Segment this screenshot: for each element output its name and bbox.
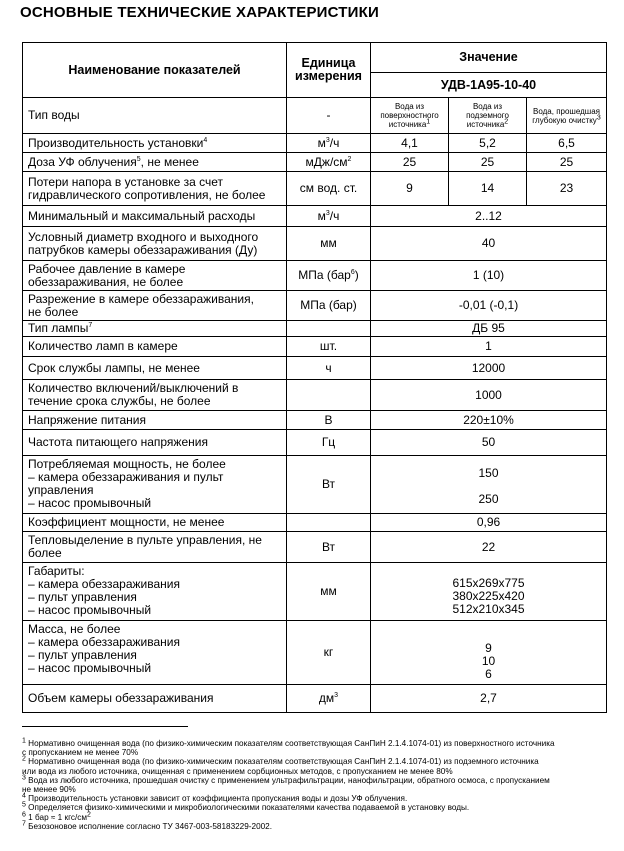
row-name-line2: – камера обеззараживания (28, 635, 180, 649)
row-unit (287, 134, 371, 153)
header-unit-line1: Единица (301, 56, 356, 70)
source-deep-clean (527, 98, 607, 134)
footnote-number: 5 (22, 801, 26, 809)
cell-value: 25 (371, 153, 449, 172)
footnote-text: Безозоновое исполнение согласно ТУ 3467-003-58183229-2002. (25, 821, 272, 831)
cell-value: 9 (371, 172, 449, 206)
table-row (23, 98, 607, 134)
cell-value: 14 (449, 172, 527, 206)
table-row (23, 380, 607, 411)
header-name: Наименование показателей (23, 43, 287, 98)
footnotes (22, 739, 622, 831)
cell-value: 0,96 (371, 514, 607, 532)
row-name-line2: обеззараживания, не более (28, 274, 184, 289)
table-row (23, 532, 607, 563)
row-unit: - (287, 98, 371, 134)
cell-value: 40 (371, 227, 607, 261)
row-unit: мм (287, 227, 371, 261)
row-name (23, 291, 287, 321)
table-row (23, 621, 607, 685)
row-name-text: Тип лампы (28, 321, 89, 335)
source-ground-text: источника (466, 120, 505, 129)
unit-text: мДж/см (305, 154, 348, 169)
row-name-line1: Масса, не более (28, 622, 121, 636)
footnote-number: 1 (22, 737, 26, 745)
row-unit: шт. (287, 337, 371, 357)
source-ground-line1: Вода из (472, 102, 503, 111)
unit-tail: /ч (329, 208, 340, 223)
value-line1: 9 (485, 641, 492, 655)
value-line3: 6 (485, 667, 492, 681)
table-row (23, 291, 607, 321)
row-name-line2: гидравлического сопротивления, не более (28, 187, 266, 202)
table-row (23, 153, 607, 172)
footnote-ref: 1 (426, 118, 431, 126)
row-name: Частота питающего напряжения (23, 430, 287, 456)
row-name-text: Производительность установки (28, 135, 204, 150)
row-name-text: Доза УФ облучения (28, 154, 137, 169)
table-row (23, 430, 607, 456)
row-name (23, 172, 287, 206)
specs-table (22, 42, 607, 713)
row-name-line1: Габариты: (28, 564, 85, 578)
row-name-line4: – насос промывочный (28, 661, 152, 675)
row-name-line1: Тепловыделение в пульте управления, не (28, 533, 262, 547)
row-unit (287, 514, 371, 532)
table-row (23, 261, 607, 291)
row-name: Количество ламп в камере (23, 337, 287, 357)
source-ground (449, 98, 527, 134)
row-name-line2: течение срока службы, не более (28, 394, 211, 408)
source-surface (371, 98, 449, 134)
table-row (23, 337, 607, 357)
cell-value: 50 (371, 430, 607, 456)
cell-value: 220±10% (371, 411, 607, 430)
table-row (23, 321, 607, 337)
footnote-ref: 3 (596, 113, 601, 121)
cell-value: 1000 (371, 380, 607, 411)
row-name-tail: , не менее (140, 154, 199, 169)
value-line2: 380x225x420 (452, 589, 525, 603)
footnote-2-cont: или вода из любого источника, очищенная с применением сорбционных методов, с пропусканием не менее 80% (22, 766, 453, 776)
row-name-line3: – пульт управления (28, 590, 137, 604)
row-unit: Вт (287, 456, 371, 514)
value-line1: 150 (478, 466, 499, 480)
table-row (23, 357, 607, 380)
footnote-ref: 4 (203, 136, 208, 144)
cell-value: 2..12 (371, 206, 607, 227)
cell-value: 22 (371, 532, 607, 563)
cell-value: 25 (449, 153, 527, 172)
row-name: Срок службы лампы, не менее (23, 357, 287, 380)
footnote-number: 2 (22, 755, 26, 763)
footnote-text: Производительность установки зависит от коэффициента пропускания воды и дозы УФ облучения. (25, 794, 408, 804)
row-unit: МПа (бар) (287, 291, 371, 321)
row-name (23, 321, 287, 337)
footnote-text: Определяется физико-химическими и микробиологическими показателями качества подаваемой в установку воды. (25, 803, 470, 813)
footnote-sup: 2 (86, 810, 91, 818)
row-name (23, 563, 287, 621)
row-unit (287, 321, 371, 337)
row-unit (287, 206, 371, 227)
table-header-row (23, 43, 607, 73)
row-name-line1: Потери напора в установке за счет (28, 174, 224, 189)
table-row (23, 563, 607, 621)
row-name-line1: Рабочее давление в камере (28, 261, 186, 276)
row-name: Напряжение питания (23, 411, 287, 430)
footnote-number: 6 (22, 810, 26, 818)
footnote-1-cont: с пропусканием не менее 70% (22, 748, 139, 758)
unit-sup: 2 (347, 155, 352, 163)
cell-value (371, 456, 607, 514)
cell-value: 1 (371, 337, 607, 357)
table-row (23, 227, 607, 261)
unit-text: МПа (бар (298, 268, 351, 282)
row-name (23, 153, 287, 172)
row-name-line3: – пульт управления (28, 648, 137, 662)
row-name-line2: патрубков камеры обеззараживания (Ду) (28, 242, 258, 257)
table-row (23, 172, 607, 206)
row-name-line3: управления (28, 483, 94, 497)
cell-value: 23 (527, 172, 607, 206)
source-deep-line2 (531, 113, 602, 125)
footnote-text: 1 бар ≈ 1 кгс/см (25, 812, 87, 822)
row-name-line2: – камера обеззараживания и пульт (28, 470, 224, 484)
row-unit: В (287, 411, 371, 430)
row-name (23, 621, 287, 685)
footnote-number: 7 (22, 820, 26, 828)
source-surface-line2: поверхностного (380, 111, 439, 120)
row-name: Тип воды (23, 98, 287, 134)
footnote-3 (22, 776, 622, 785)
table-row (23, 456, 607, 514)
footnote-divider (22, 726, 188, 727)
unit-sup: 3 (334, 692, 339, 699)
footnote-6 (22, 810, 622, 822)
row-name-line2: не более (28, 304, 79, 319)
footnote-1 (22, 739, 622, 748)
row-name-line1: Потребляемая мощность, не более (28, 457, 226, 471)
value-line3: 512x210x345 (452, 602, 525, 616)
cell-value: 25 (527, 153, 607, 172)
source-surface-line1: Вода из (394, 102, 425, 111)
unit-tail: ) (354, 268, 359, 282)
row-name (23, 380, 287, 411)
source-ground-line3 (453, 120, 522, 129)
unit-text: м (317, 135, 326, 150)
cell-value: 2,7 (371, 685, 607, 713)
table-row (23, 206, 607, 227)
page-title: ОСНОВНЫЕ ТЕХНИЧЕСКИЕ ХАРАКТЕРИСТИКИ (20, 4, 379, 21)
unit-text: м (317, 208, 326, 223)
footnote-3-cont: не менее 90% (22, 785, 76, 795)
row-unit: кг (287, 621, 371, 685)
row-name (23, 227, 287, 261)
header-unit (287, 43, 371, 98)
row-name: Объем камеры обеззараживания (23, 685, 287, 713)
cell-value (371, 563, 607, 621)
header-unit-line2: измерения (295, 69, 362, 83)
source-surface-text: источника (388, 120, 427, 129)
footnote-text: Нормативно очищенная вода (по физико-химическим показателям соответствующая СанПиН 2.1.4.1074-01) из поверхностного источника (25, 739, 555, 748)
source-ground-line2: подземного (466, 111, 509, 120)
header-value: Значение (371, 43, 607, 73)
footnote-text: Вода из любого источника, прошедшая очистку с применением ультрафильтрации, нанофильтрации, обратного осмоса, с пропусканием (25, 775, 550, 785)
table-row (23, 411, 607, 430)
cell-value: 5,2 (449, 134, 527, 153)
row-name (23, 261, 287, 291)
value-line1: 615x269x775 (452, 576, 525, 590)
footnote-number: 3 (22, 774, 26, 782)
row-name-line4: – насос промывочный (28, 603, 152, 617)
row-unit (287, 261, 371, 291)
row-name-line2: – камера обеззараживания (28, 577, 180, 591)
footnote-2 (22, 757, 622, 766)
footnote-ref: 2 (504, 118, 509, 126)
footnote-number: 4 (22, 792, 26, 800)
cell-value: 1 (10) (371, 261, 607, 291)
row-unit: мм (287, 563, 371, 621)
row-unit (287, 153, 371, 172)
row-name (23, 456, 287, 514)
cell-value: -0,01 (-0,1) (371, 291, 607, 321)
table-row (23, 514, 607, 532)
table-row (23, 685, 607, 713)
footnote-ref: 7 (88, 322, 93, 329)
footnote-ref: 5 (136, 155, 141, 163)
row-name (23, 134, 287, 153)
cell-value: ДБ 95 (371, 321, 607, 337)
row-unit: Гц (287, 430, 371, 456)
cell-value (371, 621, 607, 685)
row-name (23, 532, 287, 563)
row-name-line2: более (28, 546, 62, 560)
row-name: Минимальный и максимальный расходы (23, 206, 287, 227)
row-name-line1: Условный диаметр входного и выходного (28, 229, 259, 244)
footnote-text: Нормативно очищенная вода (по физико-химическим показателям соответствующая СанПиН 2.1.4.1074-01) из подземного источника (25, 757, 539, 767)
row-unit: см вод. ст. (287, 172, 371, 206)
value-line2: 10 (481, 654, 496, 668)
unit-sup: 3 (325, 136, 330, 144)
unit-sup: 3 (325, 209, 330, 217)
unit-sup: 6 (350, 269, 355, 276)
source-deep-line1: Вода, прошедшая (533, 106, 600, 116)
row-unit (287, 685, 371, 713)
cell-value: 12000 (371, 357, 607, 380)
row-name-line1: Количество включений/выключений в (28, 381, 239, 395)
cell-value: 4,1 (371, 134, 449, 153)
row-unit: Вт (287, 532, 371, 563)
footnote-5 (22, 803, 622, 812)
row-name-line4: – насос промывочный (28, 496, 152, 510)
value-line2: 250 (478, 492, 499, 506)
cell-value: 6,5 (527, 134, 607, 153)
row-unit (287, 380, 371, 411)
source-deep-text: глубокую очистку (532, 115, 597, 125)
source-surface-line3 (375, 120, 444, 129)
row-name: Коэффициент мощности, не менее (23, 514, 287, 532)
header-model: УДВ-1А95-10-40 (371, 73, 607, 98)
footnote-7 (22, 822, 622, 831)
table-row (23, 134, 607, 153)
row-unit: ч (287, 357, 371, 380)
unit-tail: /ч (329, 135, 340, 150)
unit-text: дм (318, 691, 335, 705)
row-name-line1: Разрежение в камере обеззараживания, (28, 291, 254, 306)
